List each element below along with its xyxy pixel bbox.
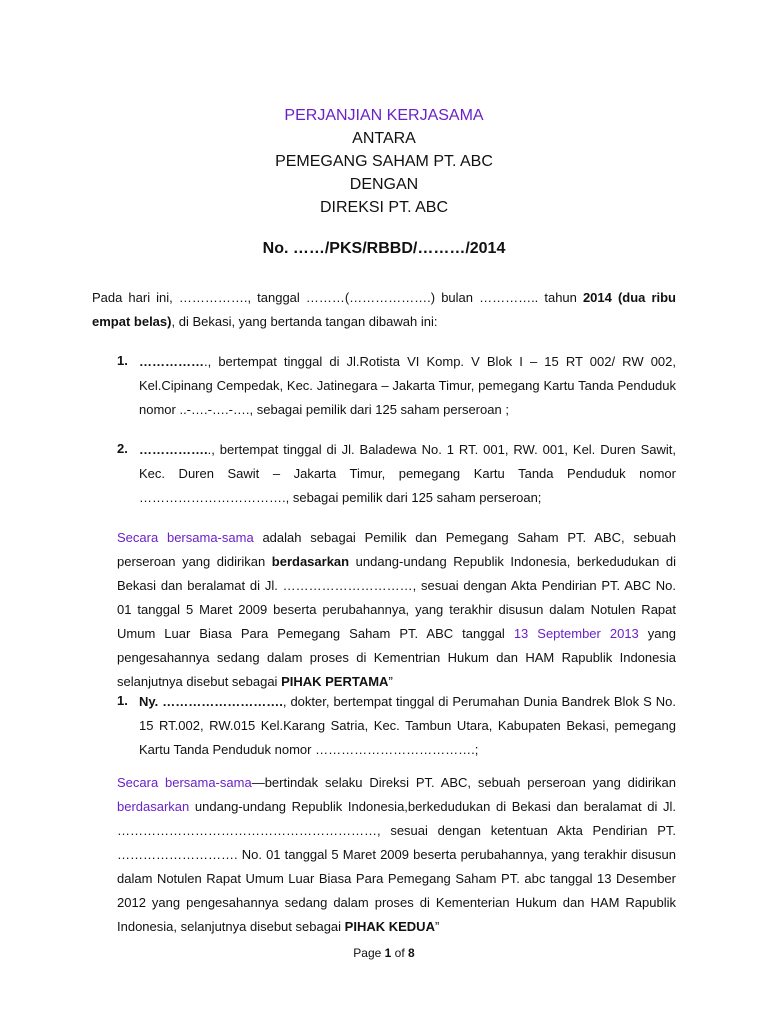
page-footer [0,946,768,960]
party2-summary-text2: undang-undang Republik Indonesia,berkedudukan di Bekasi dan beralamat di Jl. ……………………………………………………, sesuai dengan ketentuan Akta Pendirian PT. ………………………. No. 01 tanggal 5 Maret 2009 beserta perubahannya, yang terakhir disusun dalam Notulen Rapat Umum Luar Biasa Para Pemegang Saham PT. abc tanggal 13 Desember 2012 yang pengesahannya sedang dalam proses di Kementerian Hukum dan HAM Rapublik Indonesia, selanjutnya disebut sebagai [117,799,676,934]
intro-paragraph [92,286,676,334]
party2-summary-basis: berdasarkan [117,799,190,814]
party2-item1-number: 1. [117,693,128,708]
party2-item1-text: , dokter, bertempat tinggal di Perumahan Dunia Bandrek Blok S No. 15 RT.002, RW.015 Kel.Karang Satria, Kec. Tambun Utara, Kabupaten Bekasi, pemegang Kartu Tanda Penduduk nomor ……………………………….; [139,694,676,757]
document-number: No. ……/PKS/RBBD/………/2014 [262,240,506,257]
party1-summary-date: 13 September 2013 [513,626,639,641]
footer-of-word: of [394,946,405,960]
party2-item1 [139,690,676,762]
title-dengan: DENGAN [349,176,419,193]
party2-item1-name: Ny. ………………………. [139,694,283,709]
intro-text-1: Pada hari ini, ……………., tanggal ………(……………….) bulan ………….. tahun [92,290,583,305]
title-block [0,104,768,219]
intro-text-2: , di Bekasi, yang bertanda tangan dibawah ini: [171,314,438,329]
party1-summary-lead: Secara bersama-sama [117,530,254,545]
party1-summary-text1: adalah sebagai Pemilik dan Pemegang Saham PT. ABC, sebuah perseroan yang didirikan [117,530,676,569]
title-antara: ANTARA [352,130,416,147]
party1-summary-text3: yang pengesahannya sedang dalam proses di Kementrian Hukum dan HAM Rapublik Indonesia selanjutnya disebut sebagai [117,626,676,689]
document-title: PERJANJIAN KERJASAMA [284,107,484,124]
party1-item1-name: …………… [139,354,204,369]
title-direksi: DIREKSI PT. ABC [319,199,449,216]
party1-summary [117,526,676,694]
title-pemegang-saham: PEMEGANG SAHAM PT. ABC [275,153,493,170]
party1-item2-number: 2. [117,441,128,456]
intro-year: 2014 (dua ribu empat belas) [92,290,676,329]
party1-label: PIHAK PERTAMA [281,674,389,689]
footer-page-word: Page [353,946,382,960]
party2-summary-closing: ” [434,919,440,934]
party1-item1-text: ., bertempat tinggal di Jl.Rotista VI Komp. V Blok I – 15 RT 002/ RW 002, Kel.Cipinang Cempedak, Kec. Jatinegara – Jakarta Timur, pemegang Kartu Tanda Penduduk nomor ..-….-….-…., sebagai pemilik dari 125 saham perseroan ; [139,354,676,417]
party1-item2-text: ., bertempat tinggal di Jl. Baladewa No. 1 RT. 001, RW. 001, Kel. Duren Sawit, Kec. Duren Sawit – Jakarta Timur, pemegang Kartu Tanda Penduduk nomor ……………………………., sebagai pemilik dari 125 saham perseroan; [139,442,676,505]
party1-item2-name: ……………. [139,442,208,457]
footer-page-current: 1 [384,946,392,960]
party2-summary-text1: —bertindak selaku Direksi PT. ABC, sebuah perseroan yang didirikan [251,775,677,790]
party1-summary-closing: ” [388,674,393,689]
party1-item1 [139,350,676,422]
party1-summary-text2: undang-undang Republik Indonesia, berkedudukan di Bekasi dan beralamat di Jl. …………………………, sesuai dengan Akta Pendirian PT. ABC No. 01 tanggal 5 Maret 2009 beserta perubahannya, yang terakhir disusun dalam Notulen Rapat Umum Luar Biasa Para Pemegang Saham PT. ABC tanggal [117,554,676,641]
party2-summary-lead: Secara bersama-sama [117,775,252,790]
party2-label: PIHAK KEDUA [344,919,435,934]
party1-item1-number: 1. [117,353,128,368]
footer-page-total: 8 [408,946,415,960]
party1-item2 [139,438,676,510]
party2-summary [117,771,676,939]
party1-summary-basis: berdasarkan [271,554,350,569]
